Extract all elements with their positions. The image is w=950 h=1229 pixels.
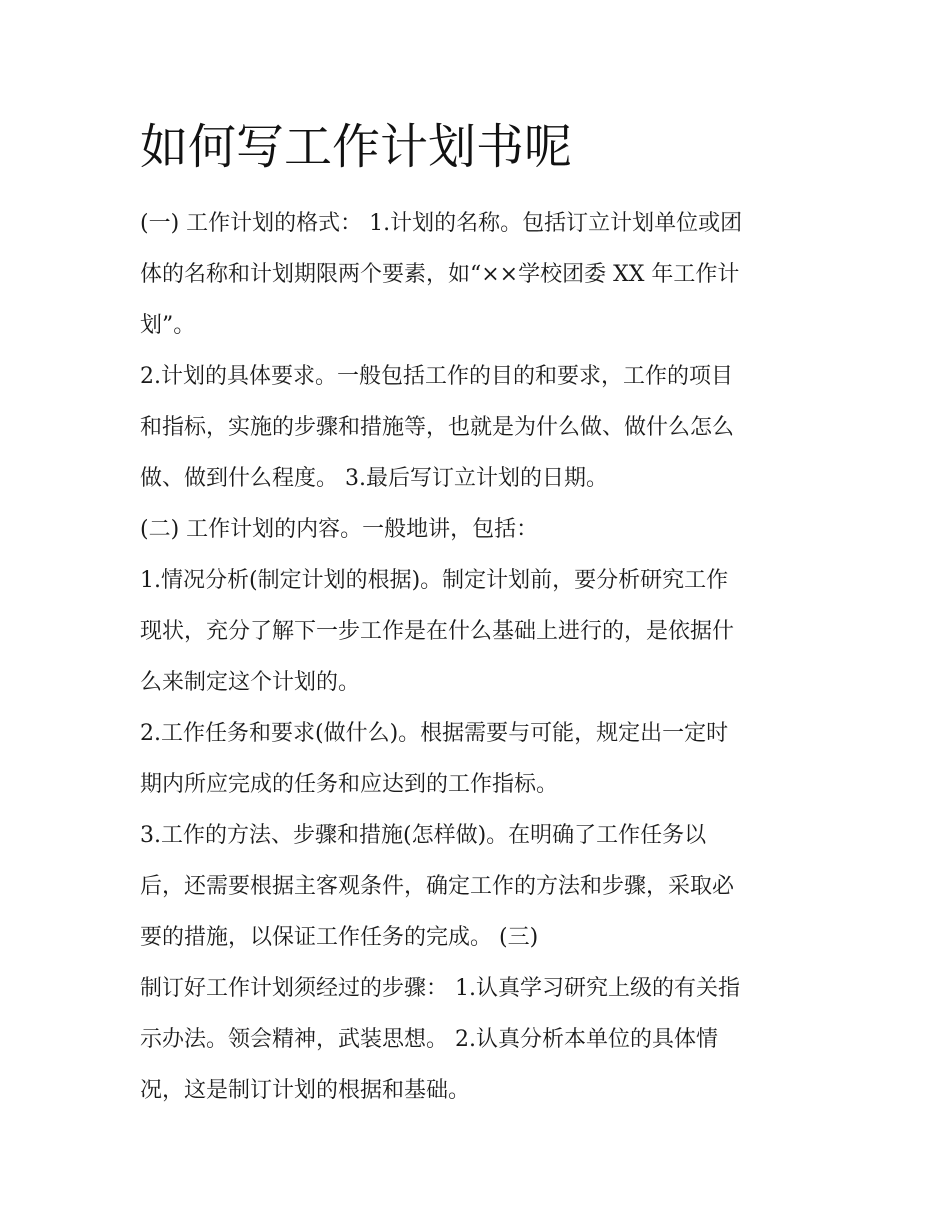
document-title: 如何写工作计划书呢 xyxy=(140,119,573,175)
text-line: 和指标，实施的步骤和措施等，也就是为什么做、做什么怎么 xyxy=(140,415,735,440)
text-line: 期内所应完成的任务和应达到的工作指标。 xyxy=(140,772,559,797)
document-body xyxy=(140,198,815,1116)
paragraph-steps xyxy=(140,963,815,1116)
text-line: (一) 工作计划的格式： 1.计划的名称。包括订立计划单位或团 xyxy=(140,211,743,236)
text-line: 体的名称和计划期限两个要素，如“××学校团委 XX 年工作计 xyxy=(140,262,740,287)
text-line: (二) 工作计划的内容。一般地讲，包括： xyxy=(140,517,539,542)
text-line: 制订好工作计划须经过的步骤： 1.认真学习研究上级的有关指 xyxy=(140,976,740,1001)
paragraph-format xyxy=(140,198,815,351)
paragraph-tasks xyxy=(140,708,815,810)
paragraph-situation-analysis xyxy=(140,555,815,708)
text-line: 况，这是制订计划的根据和基础。 xyxy=(140,1078,471,1103)
text-line: 1.情况分析(制定计划的根据)。制定计划前，要分析研究工作 xyxy=(140,568,729,593)
text-line: 要的措施，以保证工作任务的完成。 (三) xyxy=(140,925,539,950)
text-line: 示办法。领会精神，武装思想。 2.认真分析本单位的具体情 xyxy=(140,1027,718,1052)
text-line: 2.工作任务和要求(做什么)。根据需要与可能，规定出一定时 xyxy=(140,721,729,746)
text-line: 么来制定这个计划的。 xyxy=(140,670,361,695)
paragraph-methods xyxy=(140,810,815,963)
text-line: 后，还需要根据主客观条件，确定工作的方法和步骤，采取必 xyxy=(140,874,735,899)
text-line: 现状，充分了解下一步工作是在什么基础上进行的，是依据什 xyxy=(140,619,735,644)
text-line: 2.计划的具体要求。一般包括工作的目的和要求，工作的项目 xyxy=(140,364,733,389)
paragraph-content-heading xyxy=(140,504,815,555)
text-line: 划”。 xyxy=(140,313,196,338)
paragraph-requirements xyxy=(140,351,815,504)
text-line: 做、做到什么程度。 3.最后写订立计划的日期。 xyxy=(140,466,608,491)
text-line: 3.工作的方法、步骤和措施(怎样做)。在明确了工作任务以 xyxy=(140,823,707,848)
